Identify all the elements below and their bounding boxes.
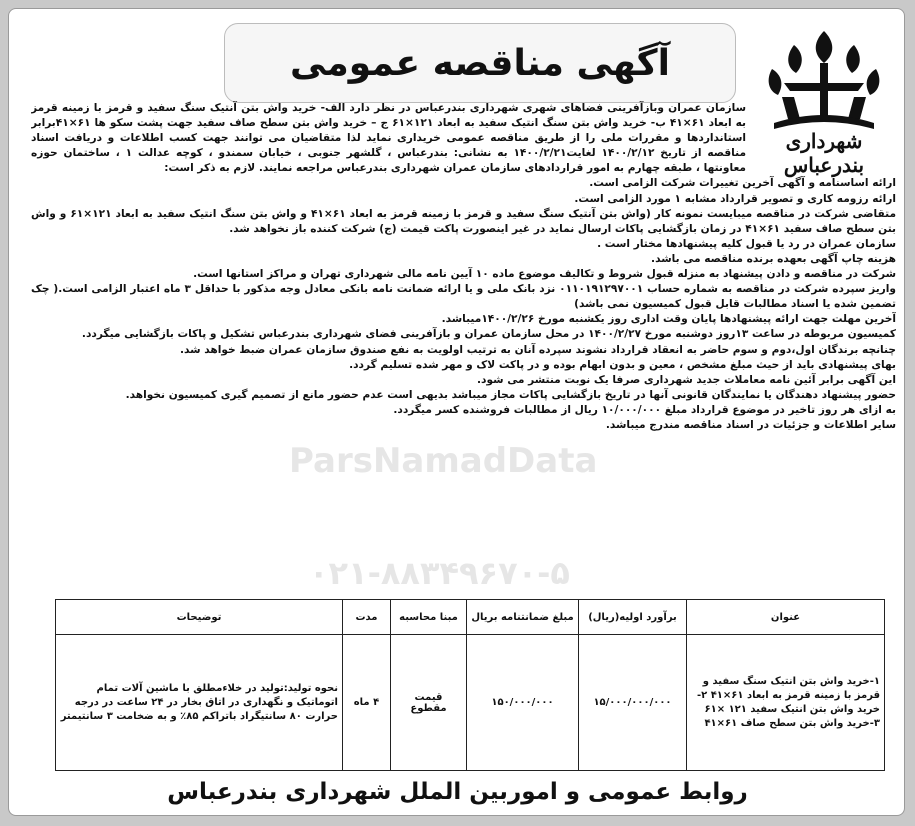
cell-description: نحوه تولید:تولید در خلاءمطلق با ماشین آلات تمام اتوماتیک و نگهداری در اتاق بخار در ۲۴ ساعت در درجه حرارت ۸۰ سانتیگراد باتراکم ۸۵٪ و به ضخامت ۳ سانتیمتر [56,635,343,771]
paragraph: ارائه رزومه کاری و تصویر قرارداد مشابه ۱ مورد الزامی است. [574,192,896,205]
cell-duration: ۴ ماه [343,635,391,771]
tender-table [55,599,885,771]
paragraph: آخرین مهلت جهت ارائه پیشنهادها پایان وقت اداری روز یکشنبه مورخ ۱۴۰۰/۲/۲۶میباشد. [441,313,896,326]
tender-notice-page [8,8,905,816]
paragraph: این آگهی برابر آئین نامه معاملات جدید شهرداری صرفا یک نوبت منتشر می شود. [476,373,896,386]
paragraph: واریز سپرده شرکت در مناقصه به شماره حساب ۰۱۱۰۱۹۱۲۹۷۰۰۱ نزد بانک ملی و یا ارائه ضمانت نامه بانکی معادل وجه مذکور با حداقل ۳ ماه اعتبار الزامی است.( چک تضمین شده یا اسناد مطالبات قابل قبول کمیسیون نمی باشد) [31,283,896,311]
paragraph: ارائه اساسنامه و آگهی آخرین تغییرات شرکت الزامی است. [589,177,896,190]
logo-text: شهرداری بندرعباس [783,129,865,177]
header-duration: مدت [343,600,391,635]
watermark-site: ParsNamadData [289,441,598,481]
cell-guarantee: ۱۵۰/۰۰۰/۰۰۰ [467,635,579,771]
paragraph: کمیسیون مربوطه در ساعت ۱۳روز دوشنبه مورخ ۱۴۰۰/۲/۲۷ در محل سازمان عمران و بازآفرینی فضای شهرداری بندرعباس تشکیل و پاکات بازگشایی میگردد. [81,328,896,341]
cell-basis: قیمت مقطوع [391,635,467,771]
paragraph: متقاضی شرکت در مناقصه میبایست نمونه کار (واش بتن آنتیک سنگ سفید و قرمز با زمینه قرمز به ابعاد ۶۱×۴۱ و واش بتن سنگ انتیک سفید به ابعاد ۱۲۱×۶۱ و واش بتن سطح صاف سفید ۶۱×۴۱ در زمان بازگشایی پاکات ارسال نماید در غیر اینصورت پاکت قیمت (ج) شرکت کننده باز نخواهد شد. [31,207,896,235]
table-row [56,635,885,771]
paragraph: چنانچه برندگان اول،دوم و سوم حاضر به انعقاد قرارداد نشوند سپرده آنان به ترتیب اولویت به نفع صندوق سازمان عمران ضبط خواهد شد. [180,343,896,356]
paragraph: به ازای هر روز تاخیر در موضوع قرارداد مبلغ ۱۰/۰۰۰/۰۰۰ ریال از مطالبات فروشنده کسر میگردد. [393,403,896,416]
watermark-phone: ۰۲۱-۸۸۳۴۹۶۷۰-۵ [309,554,570,592]
paragraph: سازمان عمران در رد یا قبول کلیه پیشنهادها مختار است . [597,237,896,250]
cell-estimate: ۱۵/۰۰۰/۰۰۰/۰۰۰ [579,635,687,771]
paragraph: هزینه چاپ آگهی بعهده برنده مناقصه می باشد. [651,252,896,265]
header-estimate: برآورد اولیه(ریال) [579,600,687,635]
title-box [224,23,736,103]
paragraph: شرکت در مناقصه و دادن پیشنهاد به منزله قبول شروط و تکالیف موضوع ماده ۱۰ آیین نامه مالی شهرداری تهران و مراکز استانها است. [193,268,896,281]
page-title: آگهی مناقصه عمومی [290,42,670,84]
header-description: توضیحات [56,600,343,635]
paragraph: سازمان عمران وبازآفرینی فضاهای شهری شهرداری بندرعباس در نظر دارد الف- خرید واش بتن آنتیک سنگ سفید و قرمز با زمینه قرمز به ابعاد ۶۱×۴۱ ب- خرید واش بتن سنگ انتیک سفید به ابعاد ۱۲۱×۶۱ ج – خرید واش بتن سطح صاف سفید جهت پشت سکو ها ۶۱×۴۱برابر استانداردها و مقررات ملی را از طریق مناقصه عمومی خریداری نماید لذا متقاضیان می توانند جهت کسب اطلاعات و دریافت اسناد مناقصه از تاریخ ۱۴۰۰/۲/۱۲ لغایت۱۴۰۰/۲/۲۱ به نشانی: بندرعباس ، گلشهر جنوبی ، خیابان سمندو ، کوچه عدالت ۱ ، ساختمان حوزه معاونتها ، طبقه چهارم به امور قراردادهای سازمان عمران شهرداری بندرعباس مراجعه نمایند. لازم به ذکر است: [31,102,747,175]
header-guarantee: مبلغ ضمانتنامه بریال [467,600,579,635]
cell-title: ۱-خرید واش بتن انتیک سنگ سفید و قرمز با زمینه قرمز به ابعاد ۶۱×۴۱ ۲-خرید واش بتن انتیک سفید ۱۲۱ ×۶۱ ۳-خرید واش بتن سطح صاف ۶۱×۴۱ [687,635,885,771]
notice-body [31,101,896,595]
header-title: عنوان [687,600,885,635]
paragraph: سایر اطلاعات و جزئیات در اسناد مناقصه مندرج میباشد. [605,418,896,431]
table-header-row [56,600,885,635]
paragraph: حضور پیشنهاد دهندگان یا نمایندگان قانونی آنها در تاریخ بازگشایی پاکات مجاز میباشد بدیهی است عدم حضور مانع از تصمیم گیری کمیسیون نخواهد. [125,388,896,401]
footer-signature: روابط عمومی و اموربین الملل شهرداری بندرعباس [167,779,748,805]
header-basis: مبنا محاسبه [391,600,467,635]
paragraph: بهای پیشنهادی باید از حیث مبلغ مشخص ، معین و بدون ابهام بوده و در پاکت لاک و مهر شده تسلیم گردد. [349,358,896,371]
